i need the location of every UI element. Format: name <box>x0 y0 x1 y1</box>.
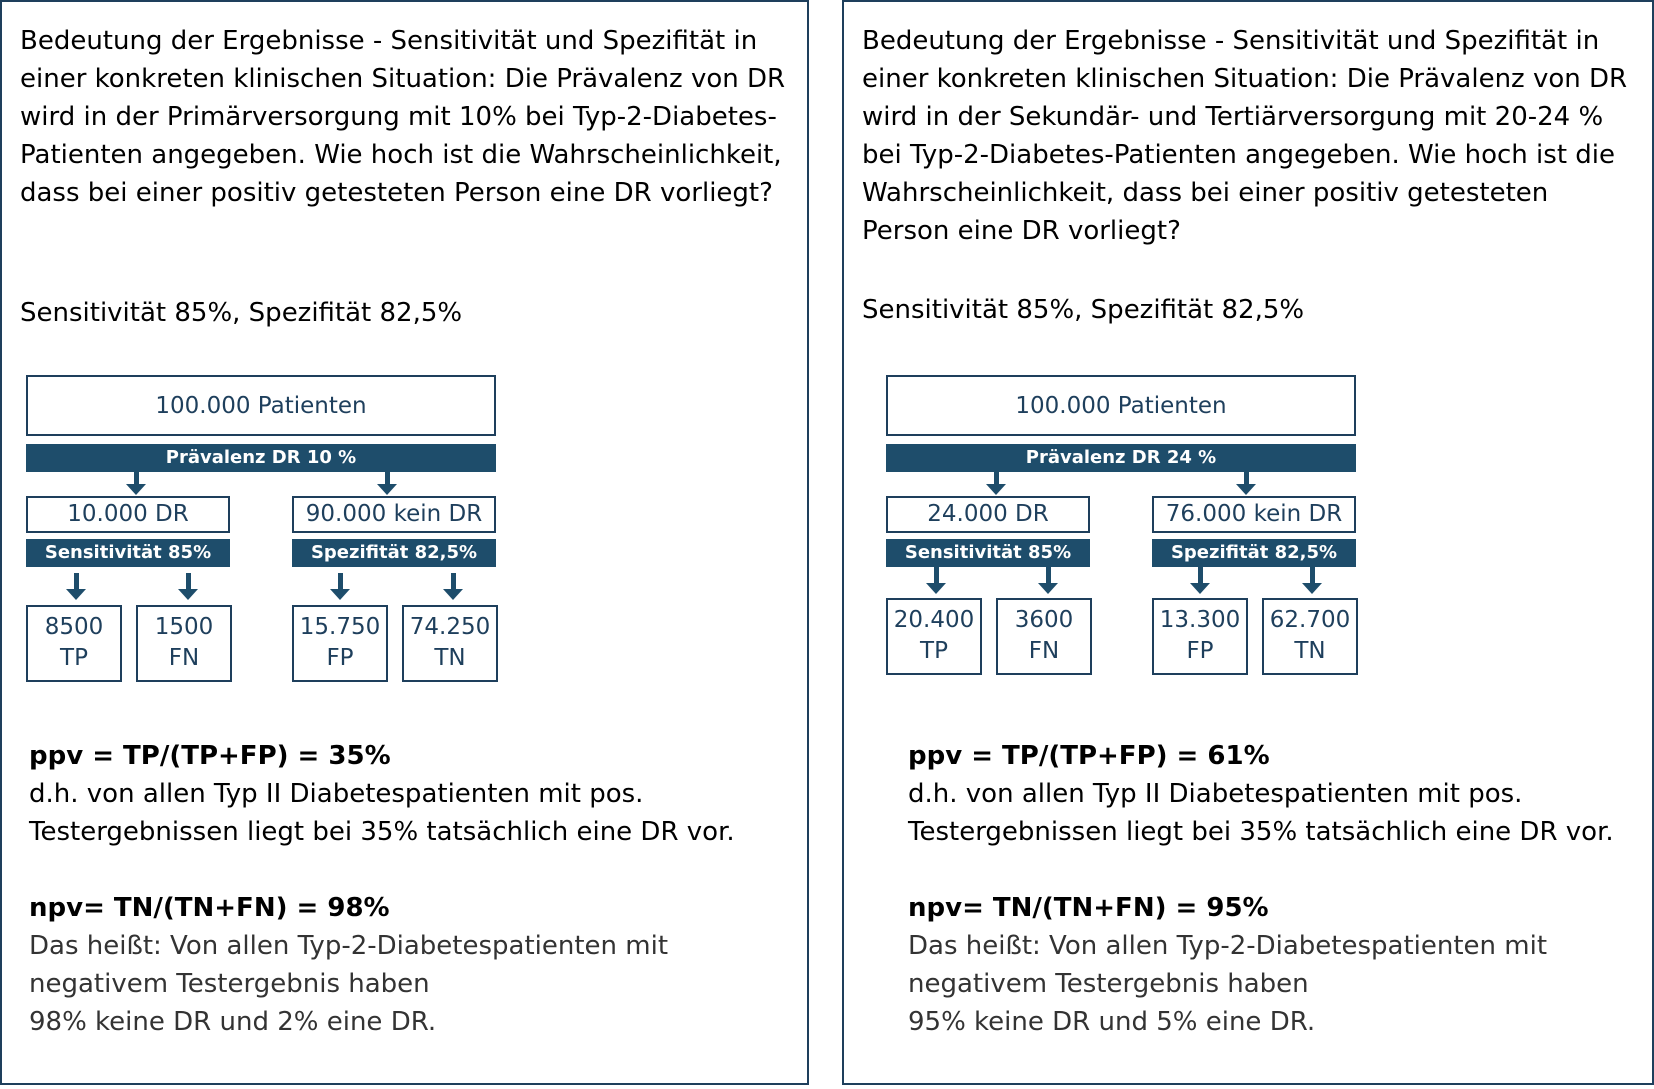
npv-formula: npv= TN/(TN+FN) = 95% <box>908 893 1269 923</box>
npv-description: Das heißt: Von allen Typ-2-Diabetespatienten mit <box>908 931 1548 961</box>
npv-description: negativem Testergebnis haben <box>29 969 430 999</box>
npv-description: Das heißt: Von allen Typ-2-Diabetespatienten mit <box>29 931 669 961</box>
dr-box: 24.000 DR <box>886 496 1090 533</box>
no-dr-box: 76.000 kein DR <box>1152 496 1356 533</box>
sensitivity-specificity-text: Sensitivität 85%, Spezifität 82,5% <box>862 295 1305 325</box>
tn-box <box>402 605 498 682</box>
npv-section <box>908 889 1547 1041</box>
sensitivity-bar: Sensitivität 85% <box>26 539 230 567</box>
fn-label: FN <box>168 645 200 671</box>
prevalence-bar: Prävalenz DR 24 % <box>886 444 1356 472</box>
sensitivity-bar: Sensitivität 85% <box>886 539 1090 567</box>
ppv-formula: ppv = TP/(TP+FP) = 35% <box>29 741 391 771</box>
total-patients-box: 100.000 Patienten <box>886 375 1356 436</box>
left-panel <box>0 0 809 1085</box>
fp-box <box>1152 598 1248 675</box>
specificity-bar: Spezifität 82,5% <box>1152 539 1356 567</box>
fn-value: 1500 <box>154 614 214 640</box>
tp-box <box>26 605 122 682</box>
dr-box: 10.000 DR <box>26 496 230 533</box>
prevalence-bar: Prävalenz DR 10 % <box>26 444 496 472</box>
tp-label: TP <box>60 645 88 671</box>
ppv-section <box>29 737 735 851</box>
npv-section <box>29 889 668 1041</box>
tp-value: 8500 <box>44 614 104 640</box>
no-dr-box: 90.000 kein DR <box>292 496 496 533</box>
fn-label: FN <box>1028 638 1060 664</box>
npv-description: negativem Testergebnis haben <box>908 969 1309 999</box>
tn-label: TN <box>434 645 466 671</box>
fp-box <box>292 605 388 682</box>
fn-box <box>996 598 1092 675</box>
question-text: Bedeutung der Ergebnisse - Sensitivität und Spezifität in einer konkreten klinischen Situation: Die Prävalenz von DR wird in der Primärversorgung mit 10% bei Typ-2-Diabetes-Patienten angegeben. Wie hoch ist die Wahrscheinlichkeit, dass bei einer positiv getesteten Person eine DR vorliegt? <box>20 26 786 208</box>
npv-formula: npv= TN/(TN+FN) = 98% <box>29 893 390 923</box>
ppv-section <box>908 737 1614 851</box>
sensitivity-specificity-text: Sensitivität 85%, Spezifität 82,5% <box>20 298 463 328</box>
ppv-formula: ppv = TP/(TP+FP) = 61% <box>908 741 1270 771</box>
tn-value: 74.250 <box>409 614 491 640</box>
tn-label: TN <box>1294 638 1326 664</box>
npv-description: 98% keine DR und 2% eine DR. <box>29 1007 437 1037</box>
ppv-description: Testergebnissen liegt bei 35% tatsächlich eine DR vor. <box>29 817 735 847</box>
npv-description: 95% keine DR und 5% eine DR. <box>908 1007 1316 1037</box>
ppv-description: d.h. von allen Typ II Diabetespatienten mit pos. <box>29 779 644 809</box>
tn-box <box>1262 598 1358 675</box>
tp-value: 20.400 <box>893 607 975 633</box>
tp-label: TP <box>920 638 948 664</box>
ppv-description: d.h. von allen Typ II Diabetespatienten mit pos. <box>908 779 1523 809</box>
fp-label: FP <box>1186 638 1214 664</box>
fp-label: FP <box>326 645 354 671</box>
fp-value: 13.300 <box>1159 607 1241 633</box>
right-panel <box>842 0 1654 1085</box>
ppv-description: Testergebnissen liegt bei 35% tatsächlich eine DR vor. <box>908 817 1614 847</box>
total-patients-box: 100.000 Patienten <box>26 375 496 436</box>
fp-value: 15.750 <box>299 614 381 640</box>
tn-value: 62.700 <box>1269 607 1351 633</box>
tp-box <box>886 598 982 675</box>
specificity-bar: Spezifität 82,5% <box>292 539 496 567</box>
fn-value: 3600 <box>1014 607 1074 633</box>
question-text: Bedeutung der Ergebnisse - Sensitivität und Spezifität in einer konkreten klinischen Situation: Die Prävalenz von DR wird in der Sekundär- und Tertiärversorgung mit 20-24 % bei Typ-2-Diabetes-Patienten angegeben. Wie hoch ist die Wahrscheinlichkeit, dass bei einer positiv getesteten Person eine DR vorliegt? <box>862 26 1628 246</box>
fn-box <box>136 605 232 682</box>
